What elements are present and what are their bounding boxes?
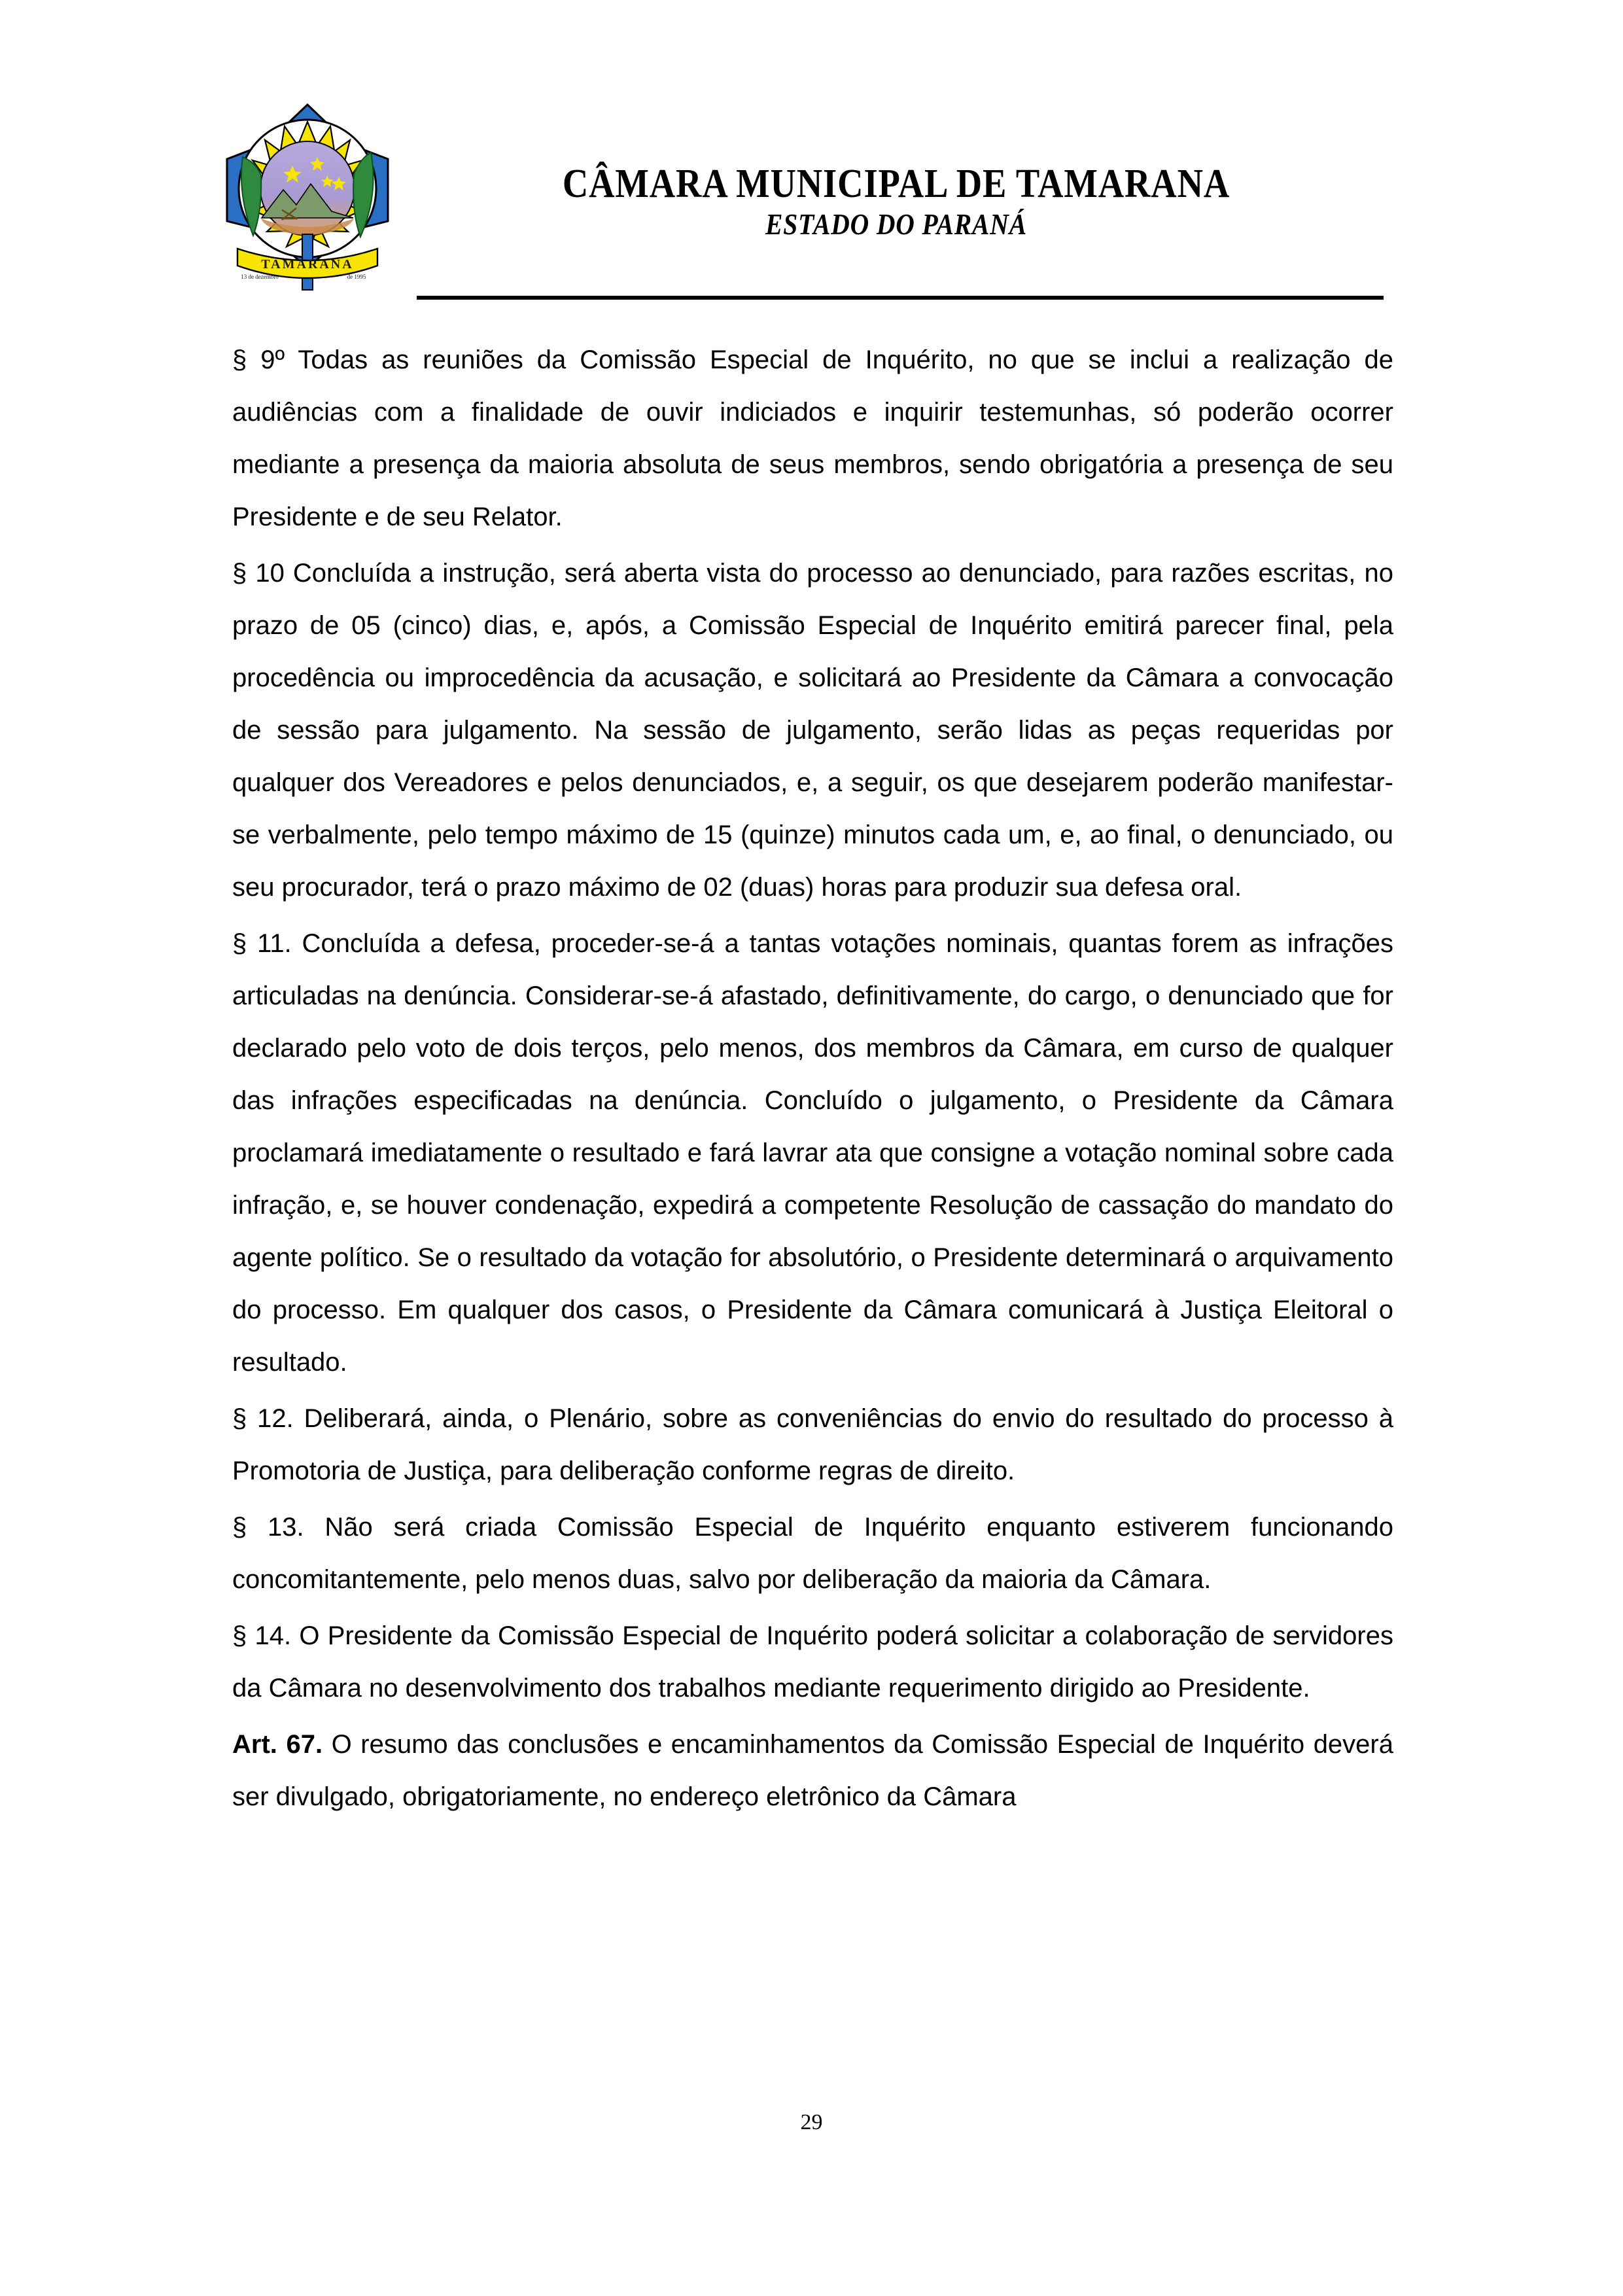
document-header	[0, 0, 1623, 308]
paragraph-13: § 13. Não será criada Comissão Especial de Inquérito enquanto estiverem funcionando concomitantemente, pelo menos duas, salvo por deliberação da maioria da Câmara.	[232, 1513, 1393, 1594]
crest-ribbon-label: TAMARANA	[261, 257, 354, 272]
paragraph-11: § 11. Concluída a defesa, proceder-se-á a tantas votações nominais, quantas forem as infrações articuladas na denúncia. Considerar-se-á afastado, definitivamente, do cargo, o denunciado que for declarado pelo voto de dois terços, pelo menos, dos membros da Câmara, em curso de qualquer das infrações especificadas na denúncia. Concluído o julgamento, o Presidente da Câmara proclamará imediatamente o resultado e fará lavrar ata que consigne a votação nominal sobre cada infração, e, se houver condenação, expedirá a competente Resolução de cassação do mandato do agente político. Se o resultado da votação for absolutório, o Presidente determinará o arquivamento do processo. Em qualquer dos casos, o Presidente da Câmara comunicará à Justiça Eleitoral o resultado.	[232, 929, 1393, 1377]
organization-subtitle: ESTADO DO PARANÁ	[765, 207, 1027, 241]
paragraph-14: § 14. O Presidente da Comissão Especial de Inquérito poderá solicitar a colaboração de servidores da Câmara no desenvolvimento dos trabalhos mediante requerimento dirigido ao Presidente.	[232, 1621, 1393, 1703]
coat-of-arms-icon	[219, 97, 396, 293]
header-divider	[417, 296, 1384, 300]
page-number: 29	[800, 2110, 823, 2134]
organization-title: CÂMARA MUNICIPAL DE TAMARANA	[562, 162, 1230, 206]
paragraph-10: § 10 Concluída a instrução, será aberta vista do processo ao denunciado, para razões escritas, no prazo de 05 (cinco) dias, e, após, a Comissão Especial de Inquérito emitirá parecer final, pela procedência ou improcedência da acusação, e solicitará ao Presidente da Câmara a convocação de sessão para julgamento. Na sessão de julgamento, serão lidas as peças requeridas por qualquer dos Vereadores e pelos denunciados, e, a seguir, os que desejarem poderão manifestar-se verbalmente, pelo tempo máximo de 15 (quinze) minutos cada um, e, ao final, o denunciado, ou seu procurador, terá o prazo máximo de 02 (duas) horas para produzir sua defesa oral.	[232, 559, 1393, 902]
header-title-block	[406, 164, 1387, 239]
crest-ribbon-date-left: 13 de dezembro	[241, 274, 279, 280]
paragraph-12: § 12. Deliberará, ainda, o Plenário, sobre as conveniências do envio do resultado do processo à Promotoria de Justiça, para deliberação conforme regras de direito.	[232, 1404, 1393, 1485]
crest-ribbon-date-right: de 1995	[347, 274, 366, 280]
article-67-label: Art. 67.	[232, 1730, 323, 1759]
document-body	[232, 334, 1393, 1823]
paragraph-9: § 9º Todas as reuniões da Comissão Especial de Inquérito, no que se inclui a realização de audiências com a finalidade de ouvir indiciados e inquirir testemunhas, só poderão ocorrer mediante a presença da maioria absoluta de seus membros, sendo obrigatória a presença de seu Presidente e de seu Relator.	[232, 345, 1393, 531]
article-67	[232, 1718, 1393, 1823]
article-67-text: O resumo das conclusões e encaminhamentos da Comissão Especial de Inquérito deverá ser divulgado, obrigatoriamente, no endereço eletrônico da Câmara	[232, 1730, 1393, 1811]
